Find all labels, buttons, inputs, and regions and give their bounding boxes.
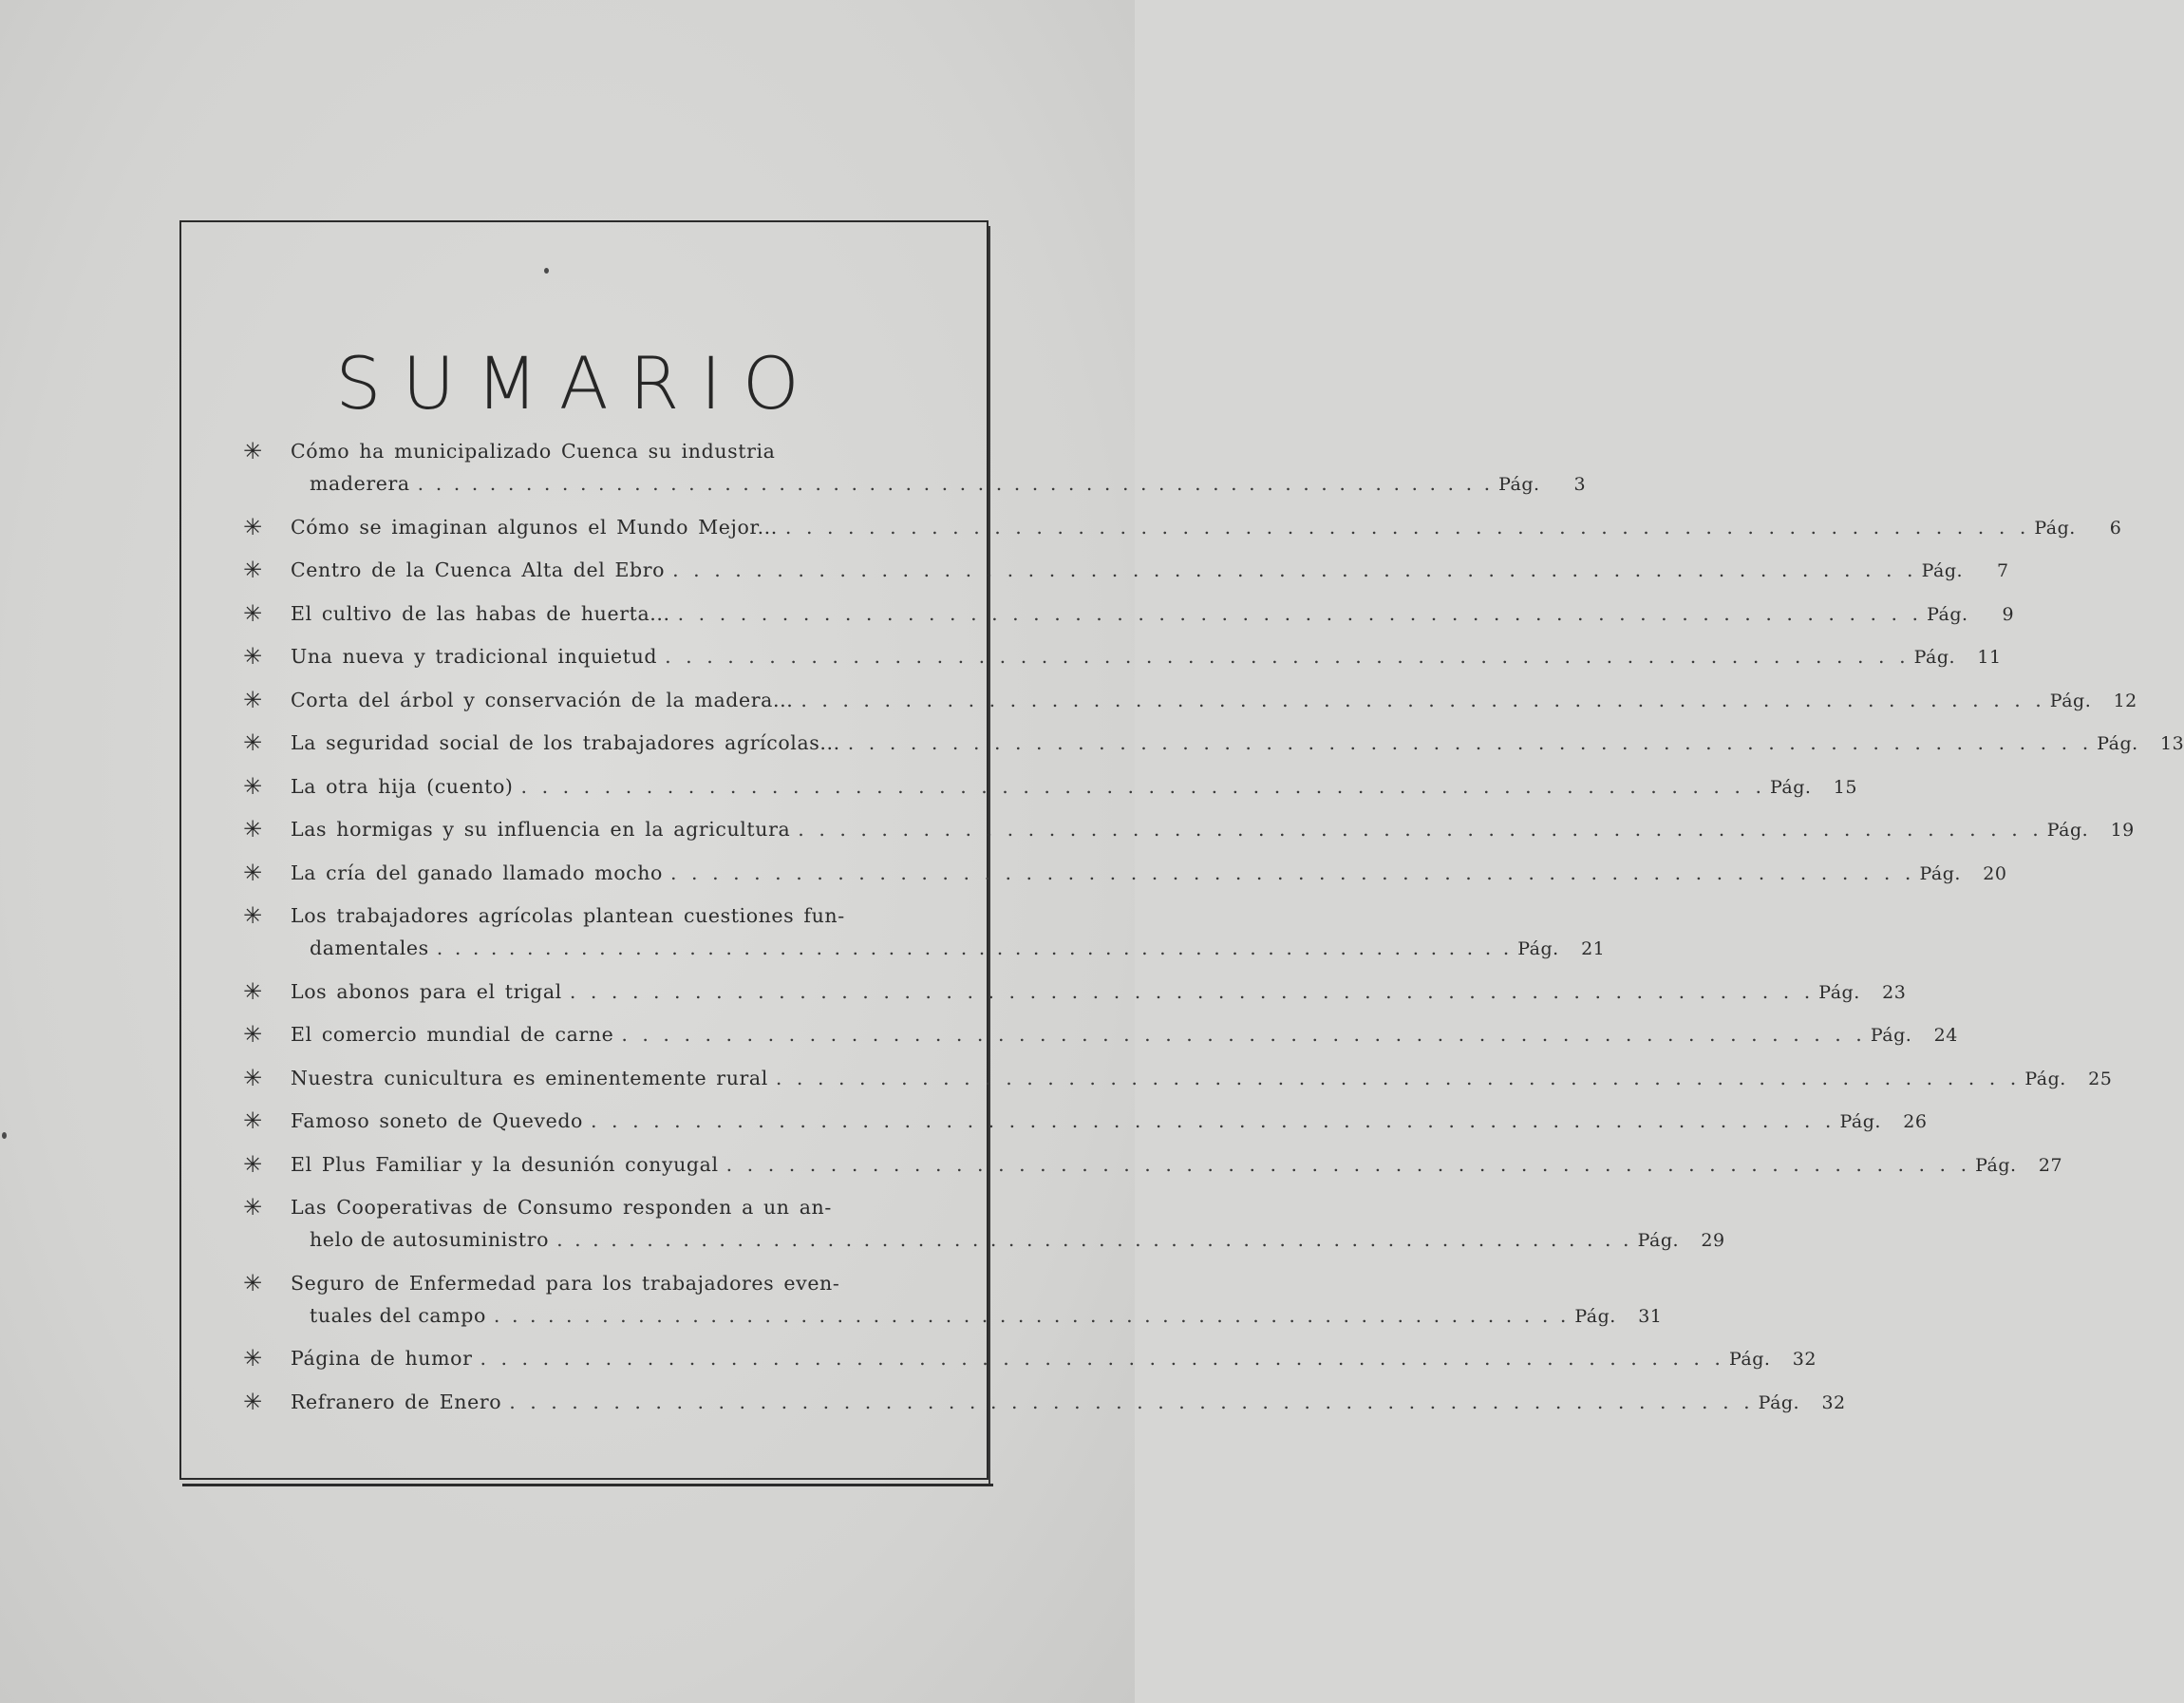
asterisk-icon: ✳ <box>243 438 263 464</box>
dot-leader: . . . . . . . . . . . . . . . . . . . . . . . . . . . . . . . . . . . . . . . . . . . . . . . . . . . . . . . . . . . . <box>847 731 2092 754</box>
page-prefix: Pág. <box>2049 690 2092 711</box>
asterisk-icon: ✳ <box>243 1021 263 1048</box>
toc-entry-title: Los trabajadores agrícolas plantean cuestiones fun- <box>291 904 845 927</box>
asterisk-icon: ✳ <box>243 1064 263 1091</box>
page-prefix: Pág. <box>2097 733 2138 754</box>
toc-entry-title: Seguro de Enfermedad para los trabajadores even- <box>291 1271 840 1295</box>
page-number: 26 <box>1903 1111 1928 1132</box>
page-number: 21 <box>1581 938 1606 959</box>
toc-entry <box>243 857 2007 890</box>
toc-entry <box>243 1105 1928 1138</box>
page-reference <box>2034 512 2121 544</box>
toc-entry <box>243 1018 1958 1051</box>
page-reference <box>1770 771 1857 804</box>
page-number: 11 <box>1977 647 2002 668</box>
dot-leader: . . . . . . . . . . . . . . . . . . . . . . . . . . . . . . . . . . . . . . . . . . . . . . . . . . . . . . . . . . . . <box>520 774 1764 798</box>
toc-entry-title: Cómo se imaginan algunos el Mundo Mejor... <box>291 515 778 539</box>
toc-entry-title: Nuestra cunicultura es eminentemente rural <box>291 1066 768 1089</box>
toc-entry-title: Cómo ha municipalizado Cuenca su industria <box>291 440 776 463</box>
dot-leader: . . . . . . . . . . . . . . . . . . . . . . . . . . . . . . . . . . . . . . . . . . . . . . . . . . . . . . . . . . . . <box>665 645 1909 668</box>
page-number: 13 <box>2160 733 2184 754</box>
dot-leader: . . . . . . . . . . . . . . . . . . . . . . . . . . . . . . . . . . . . . . . . . . . . . . . . . . . . . . . . . . . . <box>672 558 1916 581</box>
toc-entry-title: La seguridad social de los trabajadores agrícolas... <box>291 731 840 754</box>
toc-entry-title: Refranero de Enero <box>291 1390 502 1413</box>
toc-entry <box>243 727 2184 760</box>
asterisk-icon: ✳ <box>243 1107 263 1134</box>
toc-entry-title: El Plus Familiar y la desunión conyugal <box>291 1152 719 1176</box>
page-number: 29 <box>1701 1230 1725 1251</box>
asterisk-icon: ✳ <box>243 1269 263 1296</box>
toc-entry-title: damentales <box>310 937 429 959</box>
page-reference <box>2050 685 2137 717</box>
page-prefix: Pág. <box>1921 560 1964 581</box>
toc-entry <box>243 554 2009 587</box>
page-reference <box>1914 641 2002 673</box>
page-reference <box>1871 1019 1958 1051</box>
toc-entry-title: Famoso soneto de Quevedo <box>291 1109 583 1132</box>
page-number: 9 <box>2002 603 2015 625</box>
dot-leader: . . . . . . . . . . . . . . . . . . . . . . . . . . . . . . . . . . . . . . . . . . . . . . . . . . . . . . . . . . . . <box>509 1390 1753 1413</box>
asterisk-icon: ✳ <box>243 643 263 670</box>
toc-entry-title: La otra hija (cuento) <box>291 774 514 798</box>
page-reference <box>1638 1224 1725 1257</box>
page-reference <box>1919 858 2006 890</box>
toc-entry-title: La cría del ganado llamado mocho <box>291 861 663 884</box>
toc-entry-title: Los abonos para el trigal <box>291 979 562 1003</box>
asterisk-icon: ✳ <box>243 557 263 583</box>
page-number: 32 <box>1821 1391 1846 1413</box>
asterisk-icon: ✳ <box>243 729 263 756</box>
asterisk-icon: ✳ <box>243 1388 263 1415</box>
page-prefix: Pág. <box>1975 1154 2017 1176</box>
page-prefix: Pág. <box>2034 517 2076 539</box>
toc-entry <box>243 1386 1846 1419</box>
page-number: 31 <box>1638 1305 1663 1327</box>
toc-entry-title: Las Cooperativas de Consumo responden a un an- <box>291 1196 832 1219</box>
page-prefix: Pág. <box>1498 474 1540 495</box>
toc-entry-title: maderera <box>310 472 410 495</box>
asterisk-icon: ✳ <box>243 1345 263 1372</box>
page-prefix: Pág. <box>1758 1391 1800 1413</box>
toc-entry <box>243 1062 2113 1095</box>
toc-entry-title: Centro de la Cuenca Alta del Ebro <box>291 558 666 581</box>
asterisk-icon: ✳ <box>243 1150 263 1178</box>
page-title: SUMARIO <box>335 340 820 426</box>
dot-leader: . . . . . . . . . . . . . . . . . . . . . . . . . . . . . . . . . . . . . . . . . . . . . . . . . . . . . . . . . . . . <box>569 979 1814 1003</box>
toc-entry <box>243 1148 2063 1182</box>
toc-entry <box>243 511 2122 544</box>
page-prefix: Pág. <box>1919 862 1961 884</box>
dot-leader: . . . . . . . . . . . . . . . . . . . . . . . . . . . . . . . . . . . . . . . . . . . . . . . . . . . . . . . . . . . . <box>621 1023 1865 1046</box>
dot-leader: . . . . . . . . . . . . . . . . . . . . . . . . . . . . . . . . . . . . . . . . . . . . . . . . . . . . . . . . . . . . <box>798 818 2042 841</box>
page-number: 7 <box>1996 560 2009 581</box>
page-number: 25 <box>2088 1068 2113 1089</box>
page-prefix: Pág. <box>1637 1230 1680 1251</box>
page-reference <box>2024 1063 2112 1095</box>
page-prefix: Pág. <box>1574 1305 1616 1327</box>
toc-entry-title: El comercio mundial de carne <box>291 1023 614 1046</box>
page-number: 32 <box>1792 1349 1817 1370</box>
dot-leader: . . . . . . . . . . . . . . . . . . . . . . . . . . . . . . . . . . . . . . . . . . . . . . . . . . . . . . . . . . . . <box>417 472 1494 495</box>
page-reference <box>1839 1106 1927 1138</box>
toc-entry <box>243 684 2137 717</box>
toc-entry-title: Corta del árbol y conservación de la madera... <box>291 688 794 711</box>
page-reference <box>1927 598 2014 631</box>
toc-entry-title: helo de autosuministro <box>310 1228 550 1251</box>
dot-leader: . . . . . . . . . . . . . . . . . . . . . . . . . . . . . . . . . . . . . . . . . . . . . . . . . . . . . . . . . . . . <box>480 1347 1723 1370</box>
page-number: 20 <box>1983 862 2007 884</box>
asterisk-icon: ✳ <box>243 686 263 713</box>
toc-entry-title: El cultivo de las habas de huerta... <box>291 601 670 625</box>
toc-entry <box>243 975 1907 1009</box>
dot-leader: . . . . . . . . . . . . . . . . . . . . . . . . . . . . . . . . . . . . . . . . . . . . . . . . . . . . . . . . . . . . <box>784 515 2029 539</box>
page-prefix: Pág. <box>1927 603 1968 625</box>
toc-entry <box>243 640 2002 673</box>
page-reference <box>1922 555 2009 587</box>
page-prefix: Pág. <box>2046 820 2089 841</box>
page-number: 27 <box>2038 1154 2063 1176</box>
asterisk-icon: ✳ <box>243 859 263 886</box>
page-prefix: Pág. <box>1839 1111 1881 1132</box>
page-prefix: Pág. <box>1517 938 1559 959</box>
page-reference <box>1498 468 1586 501</box>
dot-leader: . . . . . . . . . . . . . . . . . . . . . . . . . . . . . . . . . . . . . . . . . . . . . . . . . . . . . . . . . . . . <box>493 1303 1570 1327</box>
page-prefix: Pág. <box>1870 1025 1912 1046</box>
print-speck <box>2 1132 7 1139</box>
asterisk-icon: ✳ <box>243 772 263 800</box>
page-reference <box>1574 1300 1662 1333</box>
toc-entry <box>243 1191 1725 1257</box>
dot-leader: . . . . . . . . . . . . . . . . . . . . . . . . . . . . . . . . . . . . . . . . . . . . . . . . . . . . . . . . . . . . <box>436 937 1513 959</box>
dot-leader: . . . . . . . . . . . . . . . . . . . . . . . . . . . . . . . . . . . . . . . . . . . . . . . . . . . . . . . . . . . . <box>725 1152 1970 1176</box>
dot-leader: . . . . . . . . . . . . . . . . . . . . . . . . . . . . . . . . . . . . . . . . . . . . . . . . . . . . . . . . . . . . <box>775 1066 2020 1089</box>
page-prefix: Pág. <box>1769 776 1812 798</box>
toc-entry-title: Las hormigas y su influencia en la agricultura <box>291 818 791 841</box>
page-reference <box>1818 976 1906 1009</box>
print-speck <box>544 268 549 274</box>
asterisk-icon: ✳ <box>243 816 263 842</box>
page-prefix: Pág. <box>1818 981 1860 1003</box>
page-number: 24 <box>1933 1025 1958 1046</box>
toc-entry-title: Página de humor <box>291 1347 473 1370</box>
page-reference <box>1975 1149 2062 1182</box>
page-number: 12 <box>2113 690 2137 711</box>
page-reference <box>1517 933 1605 965</box>
asterisk-icon: ✳ <box>243 902 263 929</box>
page-reference <box>1729 1343 1817 1375</box>
toc-entry-title: Una nueva y tradicional inquietud <box>291 645 658 668</box>
page-number: 19 <box>2110 820 2135 841</box>
dot-leader: . . . . . . . . . . . . . . . . . . . . . . . . . . . . . . . . . . . . . . . . . . . . . . . . . . . . . . . . . . . . <box>800 688 2044 711</box>
dot-leader: . . . . . . . . . . . . . . . . . . . . . . . . . . . . . . . . . . . . . . . . . . . . . . . . . . . . . . . . . . . . <box>556 1228 1632 1251</box>
asterisk-icon: ✳ <box>243 1194 263 1220</box>
asterisk-icon: ✳ <box>243 977 263 1005</box>
dot-leader: . . . . . . . . . . . . . . . . . . . . . . . . . . . . . . . . . . . . . . . . . . . . . . . . . . . . . . . . . . . . <box>670 861 1914 884</box>
toc-entry <box>243 1267 1663 1333</box>
asterisk-icon: ✳ <box>243 599 263 627</box>
frame-bottom-edge <box>182 1484 993 1486</box>
page-number: 3 <box>1573 474 1587 495</box>
page-reference <box>2097 728 2184 760</box>
toc-entry <box>243 597 2015 631</box>
page-prefix: Pág. <box>2024 1068 2066 1089</box>
toc-entry <box>243 813 2135 846</box>
toc-entry <box>243 770 1857 804</box>
table-of-contents <box>243 435 2184 1419</box>
toc-entry <box>243 435 1587 501</box>
toc-entry <box>243 899 1606 965</box>
dot-leader: . . . . . . . . . . . . . . . . . . . . . . . . . . . . . . . . . . . . . . . . . . . . . . . . . . . . . . . . . . . . <box>591 1109 1835 1132</box>
page-reference <box>1759 1387 1846 1419</box>
page-number: 6 <box>2109 517 2122 539</box>
page-number: 23 <box>1882 981 1907 1003</box>
page-prefix: Pág. <box>1728 1349 1771 1370</box>
page-number: 15 <box>1833 776 1857 798</box>
page-prefix: Pág. <box>1913 647 1956 668</box>
dot-leader: . . . . . . . . . . . . . . . . . . . . . . . . . . . . . . . . . . . . . . . . . . . . . . . . . . . . . . . . . . . . <box>677 601 1922 625</box>
toc-entry <box>243 1342 1817 1375</box>
asterisk-icon: ✳ <box>243 513 263 540</box>
page-reference <box>2047 814 2135 846</box>
toc-entry-title: tuales del campo <box>310 1303 486 1327</box>
